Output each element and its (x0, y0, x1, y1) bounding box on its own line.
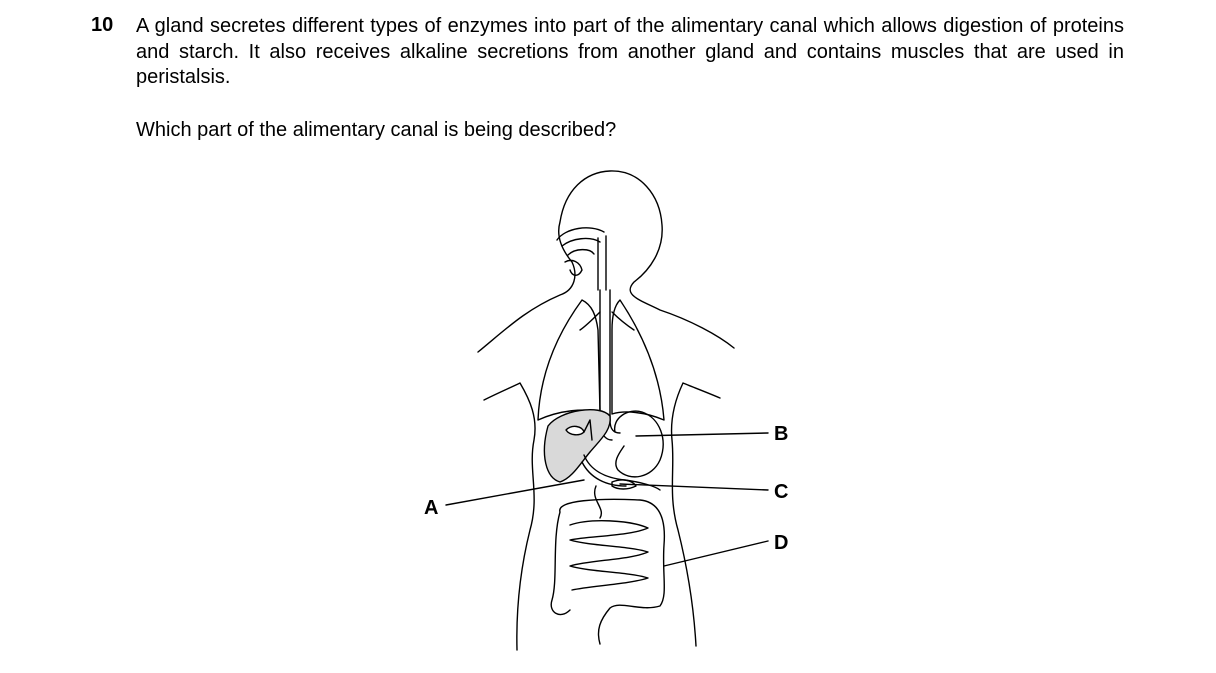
question-stem (136, 14, 1124, 91)
label-c: C (774, 481, 789, 503)
leader-line-b (636, 433, 768, 436)
right-arm-outline (672, 383, 720, 646)
leader-line-d (664, 541, 768, 566)
stomach (615, 411, 663, 477)
gall-bladder (566, 426, 584, 434)
leader-line-a (446, 480, 584, 505)
digestive-system-diagram (400, 160, 820, 665)
question-number: 10 (91, 14, 114, 36)
pharynx (598, 236, 606, 290)
question-prompt: Which part of the alimentary canal is being described? (136, 119, 617, 141)
question-stem-text: A gland secretes different types of enzymes into part of the alimentary canal which allows digestion of proteins and starch. It also receives alkaline secretions from another gland and contains muscles that are used in peristalsis. (136, 15, 1124, 88)
left-lung (538, 300, 600, 420)
liver (544, 410, 610, 482)
label-a: A (424, 497, 439, 519)
label-b: B (774, 423, 789, 445)
left-arm-outline (484, 383, 535, 650)
right-lung (612, 300, 664, 420)
bronchi (580, 312, 634, 330)
label-d: D (774, 532, 789, 554)
leader-line-c (620, 484, 768, 490)
